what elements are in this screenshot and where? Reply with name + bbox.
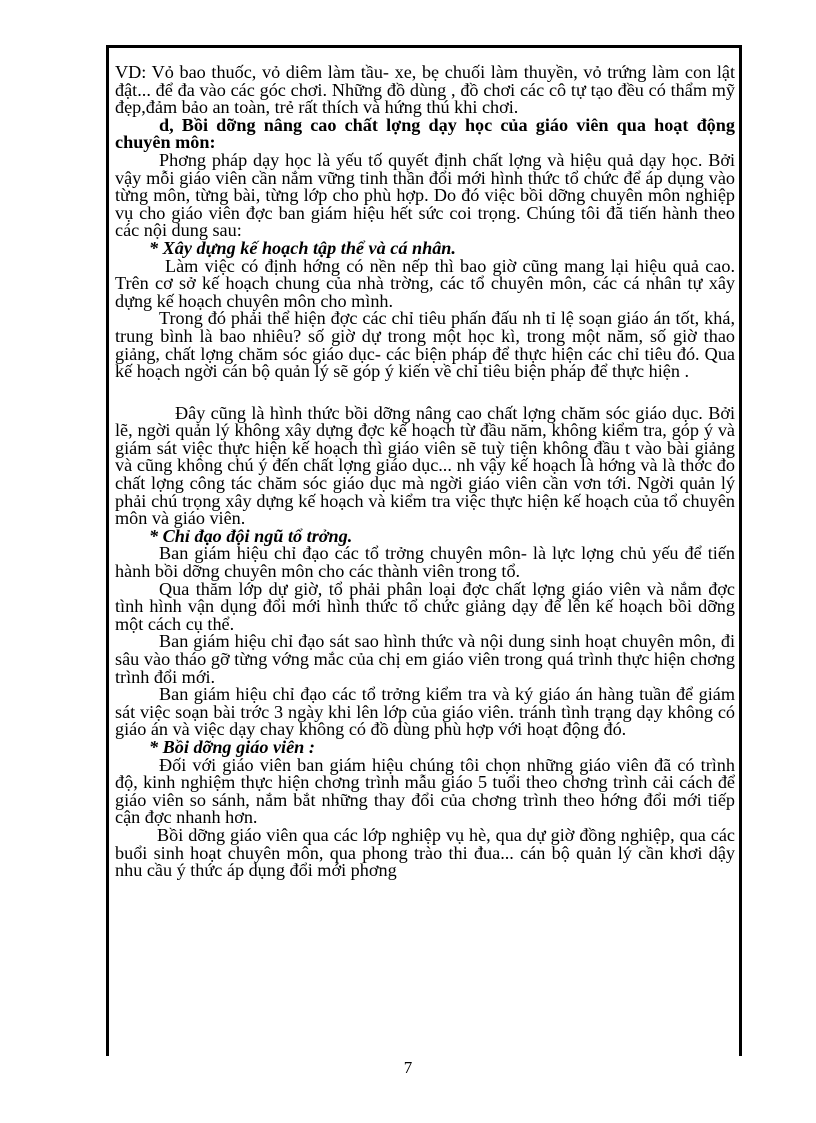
paragraph: Phơng pháp dạy học là yếu tố quyết định chất lợng và hiệu quả dạy học. Bởi vậy mỗi giáo viên cần nắm vững tinh thần đổi mới hình thức tổ chức để áp dụng vào từng môn, từng bài, từng lớp cho phù hợp. Do đó việc bồi dỡng chuyên môn nghiệp vụ cho giáo viên đợc ban giám hiệu hết sức coi trọng. Chúng tôi đã tiến hành theo các nội dung sau: [115, 149, 735, 241]
paragraph: VD: Vỏ bao thuốc, vỏ diêm làm tầu- xe, bẹ chuối làm thuyền, vỏ trứng làm con lật đật... để đa vào các góc chơi. Những đồ dùng , đồ chơi các cô tự tạo đều có thẩm mỹ đẹp,đảm bảo an toàn, trẻ rất thích và hứng thú khi chơi. [115, 62, 735, 118]
subsection-heading: * Xây dựng kế hoạch tập thể và cá nhân. [149, 237, 456, 258]
paragraph: Đây cũng là hình thức bồi dỡng nâng cao chất lợng chăm sóc giáo dục. Bởi lẽ, ngời quản lý không xây dựng đợc kế hoạch từ đầu năm, không kiểm tra, góp ý và giám sát việc thực hiện kế hoạch thì giáo viên sẽ tuỳ tiện không đầu t vào bài giảng và cũng không chú ý đến chất lợng giáo dục... nh vậy kế hoạch là hớng và là thớc đo chất lợng công tác chăm sóc giáo dục mà ngời giáo viên cần vơn tới. Ngời quản lý phải chú trọng xây dựng kế hoạch và kiểm tra việc thực hiện kế hoạch của tổ chuyên môn và giáo viên. [115, 402, 735, 529]
paragraph: Ban giám hiệu chỉ đạo các tổ trởng chuyên môn- là lực lợng chủ yếu để tiến hành bồi dỡng chuyên môn cho các thành viên trong tổ. [115, 543, 735, 582]
document-body [109, 48, 739, 880]
paragraph: Trong đó phải thể hiện đợc các chỉ tiêu phấn đấu nh tỉ lệ soạn giáo án tốt, khá, trung bình là bao nhiêu? số giờ dự trong một học kì, trong một năm, số giờ thao giảng, chất lợng chăm sóc giáo dục- các biện pháp để thực hiện các chỉ tiêu đó. Qua kế hoạch ngời cán bộ quản lý sẽ góp ý kiến về chỉ tiêu biện pháp để thực hiện . [115, 308, 735, 382]
paragraph: Ban giám hiệu chỉ đạo sát sao hình thức và nội dung sinh hoạt chuyên môn, đi sâu vào tháo gỡ từng vớng mắc của chị em giáo viên trong quá trình thực hiện chơng trình đổi mới. [115, 631, 735, 687]
page-number: 7 [403, 1058, 413, 1077]
paragraph: Ban giám hiệu chỉ đạo các tổ trởng kiểm tra và ký giáo án hàng tuần để giám sát việc soạn bài trớc 3 ngày khi lên lớp của giáo viên. tránh tình trạng dạy không có giáo án và việc dạy chay không có đồ dùng phù hợp với hoạt động đó. [115, 684, 735, 740]
paragraph: Qua thăm lớp dự giờ, tổ phải phân loại đợc chất lợng giáo viên và nắm đợc tình hình vận dụng đổi mới hình thức tổ chức giảng dạy để lên kế hoạch bồi dỡng một cách cụ thể. [115, 578, 735, 634]
section-heading: d, Bồi dỡng nâng cao chất lợng dạy học của giáo viên qua hoạt động chuyên môn: [115, 114, 735, 153]
page-border [106, 45, 742, 1056]
paragraph: Đối với giáo viên ban giám hiệu chúng tôi chọn những giáo viên đã có trình độ, kinh nghiệm thực hiện chơng trình mẫu giáo 5 tuổi theo chơng trình cải cách để giáo viên so sánh, nắm bắt những thay đổi của chơng trình theo hớng đổi mới tiếp cận đợc nhanh hơn. [115, 754, 735, 828]
paragraph: Làm việc có định hớng có nền nếp thì bao giờ cũng mang lại hiệu quả cao. Trên cơ sở kế hoạch chung của nhà trờng, các tổ chuyên môn, các cá nhân tự xây dựng kế hoạch chuyên môn cho mình. [115, 255, 735, 311]
subsection-heading: * Chỉ đạo đội ngũ tổ trởng. [149, 525, 353, 546]
blank-line [115, 381, 735, 405]
paragraph: Bồi dỡng giáo viên qua các lớp nghiệp vụ hè, qua dự giờ đồng nghiệp, qua các buổi sinh hoạt chuyên môn, qua phong trào thi đua... cán bộ quản lý cần khơi dậy nhu cầu ý thức áp dụng đổi mới phơng [115, 824, 735, 881]
subsection-heading: * Bồi dỡng giáo viên : [149, 736, 315, 757]
